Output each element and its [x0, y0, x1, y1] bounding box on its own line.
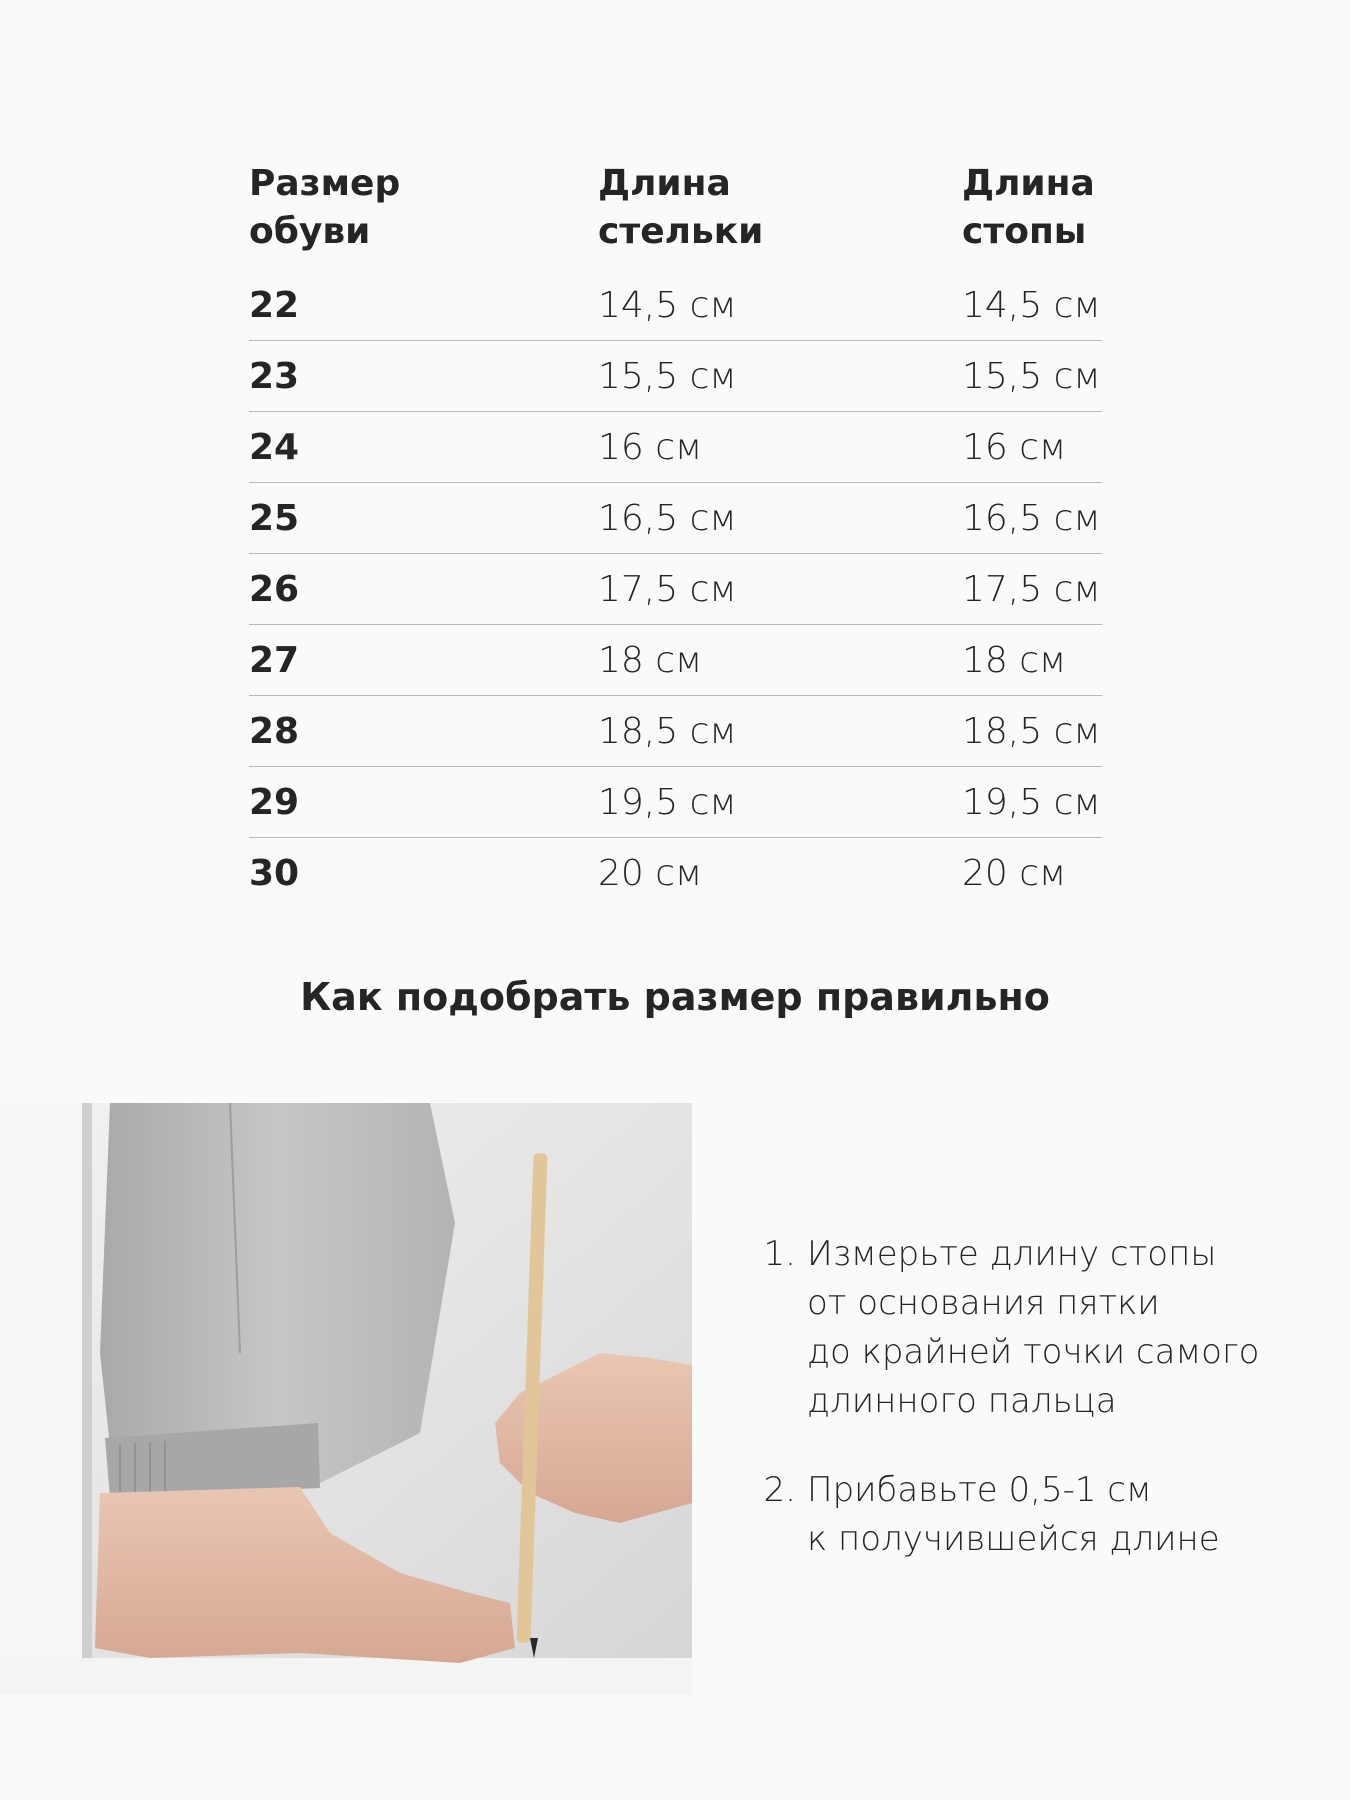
table-header [249, 160, 1102, 270]
step-text: Измерьте длину стопы от основания пятки до крайней точки самого длинного пальца [807, 1234, 1260, 1421]
foot-length-cell: 16,5 см [962, 497, 1101, 539]
foot-length-cell: 17,5 см [962, 568, 1101, 610]
step-item [745, 1230, 1325, 1426]
table-row [249, 696, 1102, 767]
table-body [249, 270, 1102, 908]
shoe-size-cell: 30 [249, 852, 300, 894]
table-row [249, 767, 1102, 838]
foot-length-cell: 16 см [962, 426, 1067, 468]
header-shoe-size: Размер обуви [249, 163, 401, 252]
size-table [249, 160, 1102, 908]
insole-length-cell: 18 см [598, 639, 703, 681]
step-item [745, 1466, 1325, 1564]
foot-length-cell: 15,5 см [962, 355, 1101, 397]
insole-length-cell: 18,5 см [598, 710, 737, 752]
step-number: 2. [763, 1470, 796, 1510]
shoe-size-cell: 24 [249, 426, 300, 468]
foot-length-cell: 20 см [962, 852, 1067, 894]
header-insole-length: Длина стельки [598, 163, 764, 252]
shoe-size-cell: 25 [249, 497, 300, 539]
foot-length-cell: 18 см [962, 639, 1067, 681]
shoe-size-cell: 29 [249, 781, 300, 823]
insole-length-cell: 20 см [598, 852, 703, 894]
foot-length-cell: 14,5 см [962, 284, 1101, 326]
table-row [249, 554, 1102, 625]
shoe-size-cell: 26 [249, 568, 300, 610]
insole-length-cell: 16 см [598, 426, 703, 468]
shoe-size-cell: 28 [249, 710, 300, 752]
foot-length-cell: 19,5 см [962, 781, 1101, 823]
section-title: Как подобрать размер правильно [300, 975, 1050, 1019]
header-foot-length: Длина стопы [962, 163, 1095, 252]
table-row [249, 270, 1102, 341]
foot-length-cell: 18,5 см [962, 710, 1101, 752]
table-row [249, 341, 1102, 412]
table-row [249, 412, 1102, 483]
shoe-size-cell: 27 [249, 639, 300, 681]
table-row [249, 483, 1102, 554]
table-row [249, 625, 1102, 696]
insole-length-cell: 17,5 см [598, 568, 737, 610]
insole-length-cell: 19,5 см [598, 781, 737, 823]
step-number: 1. [763, 1234, 796, 1274]
instructions-list [745, 1230, 1325, 1604]
foot-measuring-photo [0, 1103, 692, 1695]
insole-length-cell: 15,5 см [598, 355, 737, 397]
table-row [249, 838, 1102, 908]
insole-length-cell: 14,5 см [598, 284, 737, 326]
shoe-size-cell: 23 [249, 355, 300, 397]
shoe-size-cell: 22 [249, 284, 300, 326]
insole-length-cell: 16,5 см [598, 497, 737, 539]
step-text: Прибавьте 0,5-1 см к получившейся длине [807, 1470, 1220, 1559]
